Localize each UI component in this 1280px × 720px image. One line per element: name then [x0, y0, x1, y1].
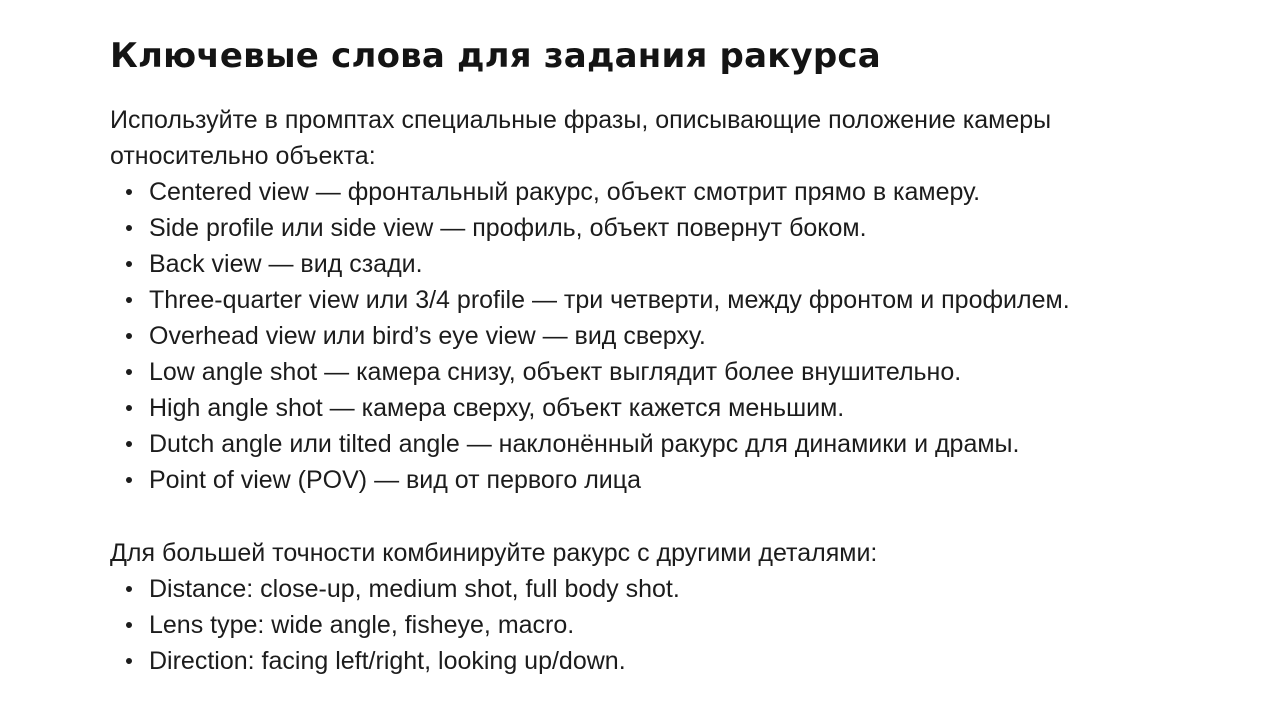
bullet-icon — [126, 261, 132, 267]
bullet-icon — [126, 586, 132, 592]
list-item — [110, 210, 1210, 246]
list-item-text: Direction: facing left/right, looking up/down. — [149, 647, 626, 675]
list-item — [110, 571, 1210, 607]
list-item-text: Three-quarter view или 3/4 profile — три четверти, между фронтом и профилем. — [149, 286, 1070, 314]
list-item-text: Lens type: wide angle, fisheye, macro. — [149, 611, 575, 639]
bullet-icon — [126, 477, 132, 483]
details-intro-paragraph: Для большей точности комбинируйте ракурс с другими деталями: — [110, 539, 878, 567]
list-item-text: Side profile или side view — профиль, объект повернут боком. — [149, 214, 867, 242]
list-item — [110, 607, 1210, 643]
list-item-text: High angle shot — камера сверху, объект кажется меньшим. — [149, 394, 845, 422]
details-list — [110, 571, 1210, 679]
bullet-icon — [126, 622, 132, 628]
bullet-icon — [126, 441, 132, 447]
list-item-text: Centered view — фронтальный ракурс, объект смотрит прямо в камеру. — [149, 178, 981, 206]
slide-content — [110, 34, 1210, 679]
list-item-text: Overhead view или bird’s eye view — вид сверху. — [149, 322, 706, 350]
bullet-icon — [126, 225, 132, 231]
intro-paragraph: Используйте в промптах специальные фразы, описывающие положение камеры относительно объекта: — [110, 106, 1052, 170]
bullet-icon — [126, 333, 132, 339]
list-item — [110, 174, 1210, 210]
list-item — [110, 246, 1210, 282]
list-item — [110, 282, 1210, 318]
bullet-icon — [126, 297, 132, 303]
list-item — [110, 354, 1210, 390]
bullet-icon — [126, 189, 132, 195]
list-item-text: Distance: close-up, medium shot, full body shot. — [149, 575, 680, 603]
list-item — [110, 390, 1210, 426]
list-item-text: Low angle shot — камера снизу, объект выглядит более внушительно. — [149, 358, 962, 386]
list-item — [110, 426, 1210, 462]
list-item — [110, 462, 1210, 498]
bullet-icon — [126, 658, 132, 664]
bullet-icon — [126, 405, 132, 411]
list-item — [110, 643, 1210, 679]
list-item — [110, 318, 1210, 354]
list-item-text: Dutch angle или tilted angle — наклонённый ракурс для динамики и драмы. — [149, 430, 1020, 458]
bullet-icon — [126, 369, 132, 375]
list-item-text: Point of view (POV) — вид от первого лица — [149, 466, 641, 494]
page-title: Ключевые слова для задания ракурса — [110, 36, 881, 76]
list-item-text: Back view — вид сзади. — [149, 250, 423, 278]
angle-keywords-list — [110, 174, 1210, 498]
